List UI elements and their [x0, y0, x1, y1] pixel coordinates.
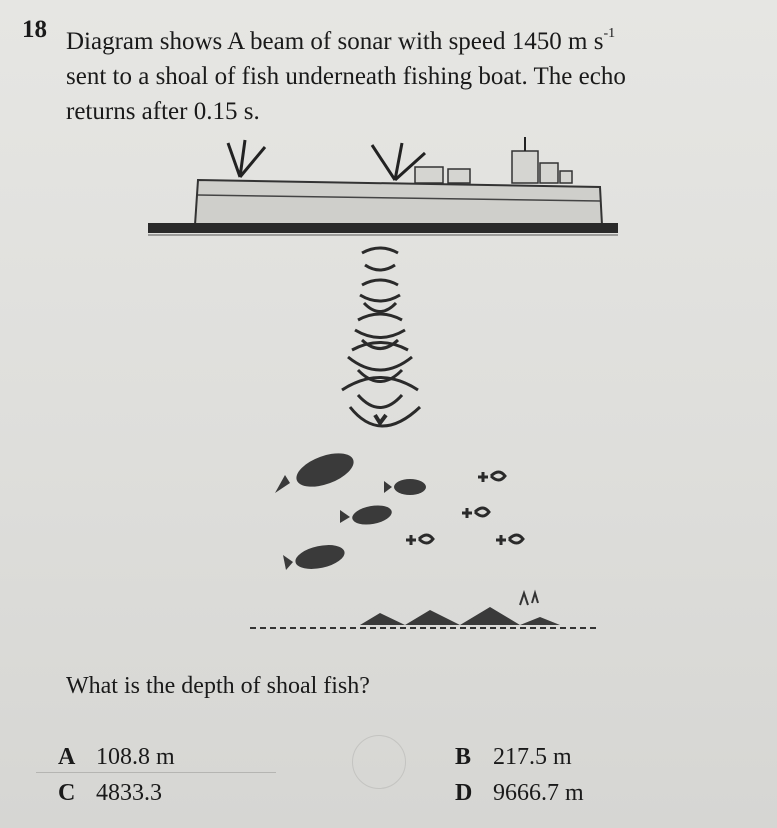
question-stem	[66, 16, 756, 129]
option-c[interactable]	[58, 780, 162, 807]
option-b-text: 217.5 m	[493, 744, 572, 770]
option-a-letter: A	[58, 744, 76, 770]
option-d-text: 9666.7 m	[493, 780, 584, 806]
sea-bed-icon	[250, 593, 600, 628]
stem-line-1-text: Diagram shows A beam of sonar with speed 1450 m s	[66, 28, 604, 55]
pencil-mark	[36, 772, 276, 773]
option-c-letter: C	[58, 780, 76, 806]
pencil-circle	[352, 735, 406, 789]
option-c-text: 4833.3	[96, 780, 162, 806]
option-a[interactable]	[58, 744, 175, 771]
question-prompt: What is the depth of shoal fish?	[66, 673, 370, 699]
unit-exponent: -1	[603, 26, 616, 41]
option-d-letter: D	[455, 780, 473, 806]
stem-line-3: returns after 0.15 s.	[66, 98, 260, 125]
stem-line-1	[66, 16, 756, 59]
boat-icon	[148, 137, 618, 235]
stem-line-2: sent to a shoal of fish underneath fishing boat. The echo	[66, 63, 626, 90]
fish-icon	[275, 447, 523, 573]
option-b-letter: B	[455, 744, 472, 770]
option-b[interactable]	[455, 744, 572, 771]
sonar-wave-icon	[342, 248, 420, 426]
option-a-text: 108.8 m	[96, 744, 175, 770]
option-d[interactable]	[455, 780, 584, 807]
question-number: 18	[22, 16, 47, 43]
sonar-diagram	[140, 125, 630, 650]
sonar-diagram-svg	[140, 125, 630, 645]
